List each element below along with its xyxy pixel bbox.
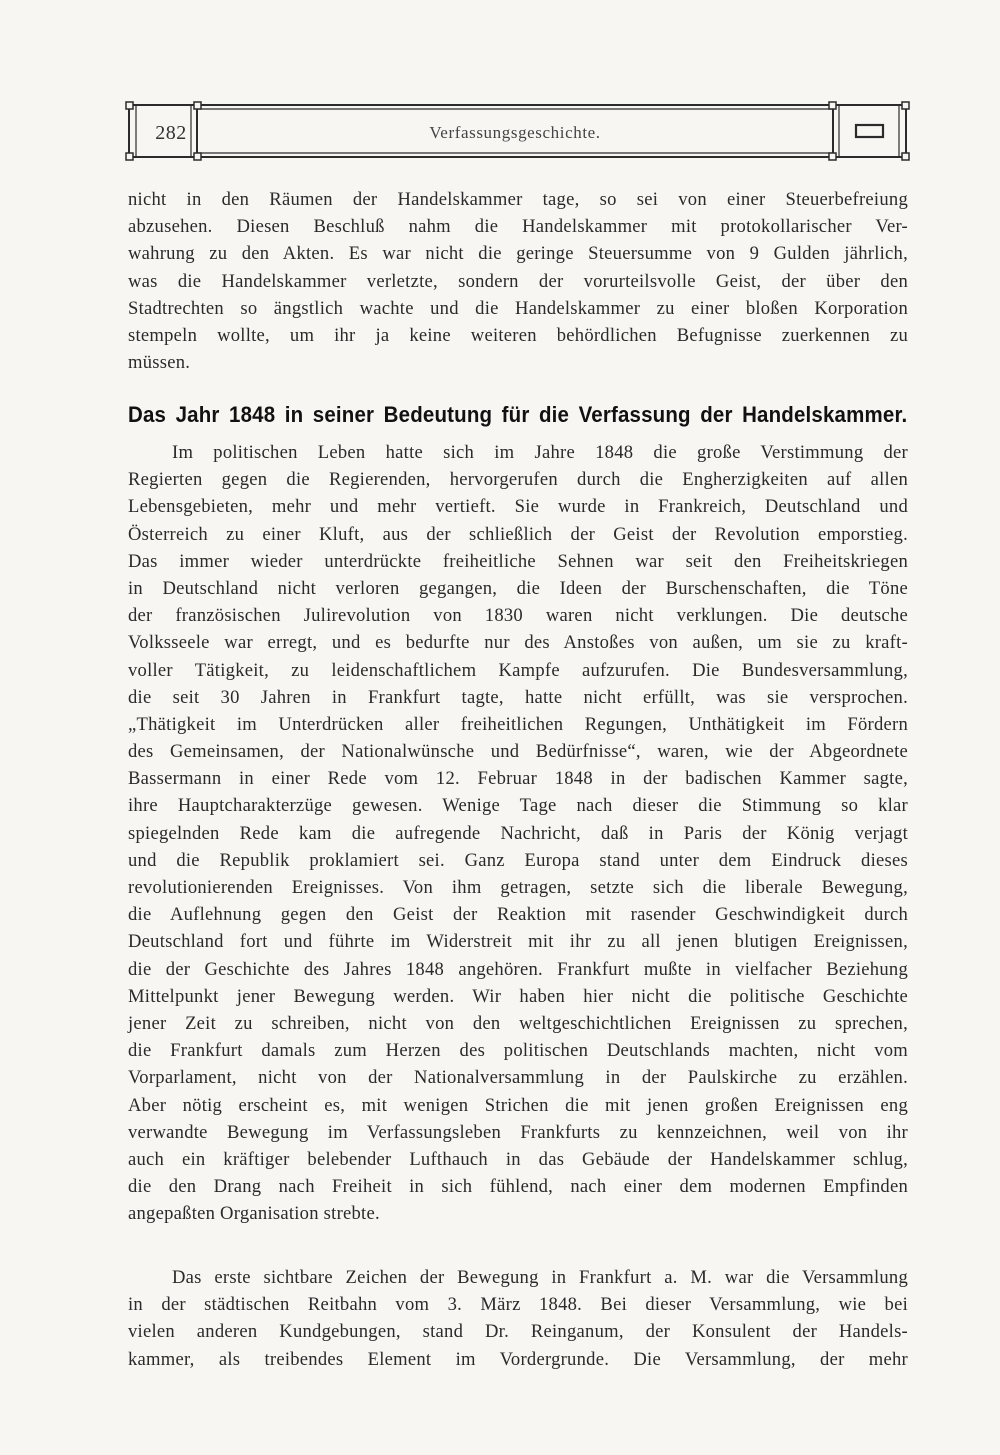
- text-line: abzusehen. Diesen Beschluß nahm die Handelskammer mit protokollarischer Ver-: [128, 216, 908, 238]
- text-line: Vorparlament, nicht von der Nationalversammlung in der Paulskirche zu erzählen.: [128, 1067, 908, 1089]
- text-line: in der städtischen Reitbahn vom 3. März 1848. Bei dieser Versammlung, wie bei: [128, 1294, 908, 1316]
- running-title: Verfassungsgeschichte.: [429, 123, 601, 142]
- text-line: der französischen Julirevolution von 1830 waren nicht verklungen. Die deutsche: [128, 605, 908, 627]
- text-line: Deutschland fort und führte im Widerstreit mit ihr zu all jenen blutigen Ereignissen,: [128, 931, 908, 953]
- paragraph-1848: [128, 439, 908, 1227]
- text-line: Mittelpunkt jener Bewegung werden. Wir haben hier nicht die politische Geschichte: [128, 985, 908, 1007]
- text-line: „Thätigkeit im Unterdrücken aller freiheitlichen Regungen, Unthätigkeit im Fördern: [128, 713, 908, 735]
- text-line: revolutionierenden Ereignisses. Von ihm getragen, setzte sich die liberale Bewegung,: [128, 877, 908, 898]
- text-line: Im politischen Leben hatte sich im Jahre 1848 die große Verstimmung der: [172, 442, 908, 463]
- text-line: Lebensgebieten, mehr und mehr vertieft. Sie wurde in Frankreich, Deutschland und: [128, 496, 908, 518]
- page-header-frame: [125, 100, 910, 162]
- text-line: Bassermann in einer Rede vom 12. Februar 1848 in der badischen Kammer sagte,: [128, 768, 908, 790]
- text-line: Aber nötig erscheint es, mit wenigen Strichen die mit jenen großen Ereignissen eng: [128, 1094, 908, 1116]
- text-line: jener Zeit zu schreiben, nicht von den weltgeschichtlichen Ereignissen zu sprechen,: [128, 1012, 908, 1034]
- text-line: voller Tätigkeit, zu leidenschaftlichem Kampfe aufzurufen. Die Bundesversammlung,: [128, 659, 908, 681]
- text-line: die Auflehnung gegen den Geist der Reaktion mit rasender Geschwindigkeit durch: [128, 904, 908, 926]
- text-line: Stadtrechten so ängstlich wachte und die Handelskammer zu einer bloßen Korporation: [128, 297, 908, 319]
- text-line: in Deutschland nicht verloren gegangen, die Ideen der Burschenschaften, die Töne: [128, 577, 908, 599]
- page-number: 282: [155, 122, 187, 144]
- text-line: und die Republik proklamiert sei. Ganz Europa stand unter dem Eindruck dieses: [128, 849, 908, 871]
- text-line: die der Geschichte des Jahres 1848 angehören. Frankfurt mußte in vielfacher Beziehung: [128, 958, 908, 980]
- text-line: Österreich zu einer Kluft, aus der schließlich der Geist der Revolution emporstieg.: [128, 523, 908, 545]
- text-line: die den Drang nach Freiheit in sich fühlend, nach einer dem modernen Empfinden: [128, 1176, 908, 1198]
- section-heading: Das Jahr 1848 in seiner Bedeutung für die Verfassung der Handelskammer.: [128, 402, 908, 427]
- text-line: vielen anderen Kundgebungen, stand Dr. Reinganum, der Konsulent der Handels-: [128, 1321, 908, 1343]
- text-line: müssen.: [128, 352, 191, 374]
- text-line: des Gemeinsamen, der Nationalwünsche und Bedürfnisse“, waren, wie der Abgeordnete: [128, 741, 908, 763]
- text-line: die seit 30 Jahren in Frankfurt tagte, hatte nicht erfüllt, was sie versprochen.: [128, 686, 908, 708]
- text-line: Das erste sichtbare Zeichen der Bewegung in Frankfurt a. M. war die Versammlung: [172, 1267, 908, 1288]
- paragraph-continued: [128, 186, 908, 376]
- text-line: stempeln wollte, um ihr ja keine weiteren behördlichen Befugnisse zuerkennen zu: [128, 324, 908, 346]
- text-line: nicht in den Räumen der Handelskammer tage, so sei von einer Steuerbefreiung: [128, 189, 908, 210]
- text-line: Volksseele war erregt, und es bedurfte nur des Anstoßes von außen, um sie zu kraft-: [128, 632, 908, 654]
- text-line: verwandte Bewegung im Verfassungsleben Frankfurts zu kennzeichnen, weil von ihr: [128, 1121, 908, 1143]
- text-line: angepaßten Organisation strebte.: [128, 1203, 380, 1225]
- text-line: wahrung zu den Akten. Es war nicht die geringe Steuersumme von 9 Gulden jährlich,: [128, 243, 908, 265]
- text-line: kammer, als treibendes Element im Vordergrunde. Die Versammlung, der mehr: [128, 1348, 908, 1370]
- text-line: auch ein kräftiger belebender Lufthauch in das Gebäude der Handelskammer schlug,: [128, 1148, 908, 1170]
- text-line: die Frankfurt damals zum Herzen des politischen Deutschlands machten, nicht vom: [128, 1040, 908, 1062]
- paragraph-reitbahn: [128, 1264, 908, 1373]
- text-line: ihre Hauptcharakterzüge gewesen. Wenige Tage nach dieser die Stimmung so klar: [128, 795, 908, 817]
- text-line: Das immer wieder unterdrückte freiheitliche Sehnen war seit den Freiheitskriegen: [128, 550, 908, 572]
- text-line: Regierten gegen die Regierenden, hervorgerufen durch die Engherzigkeiten auf allen: [128, 469, 908, 491]
- text-line: spiegelnden Rede kam die aufregende Nachricht, daß in Paris der König verjagt: [128, 822, 908, 844]
- text-line: was die Handelskammer verletzte, sondern der vorurteilsvolle Geist, der über den: [128, 270, 908, 292]
